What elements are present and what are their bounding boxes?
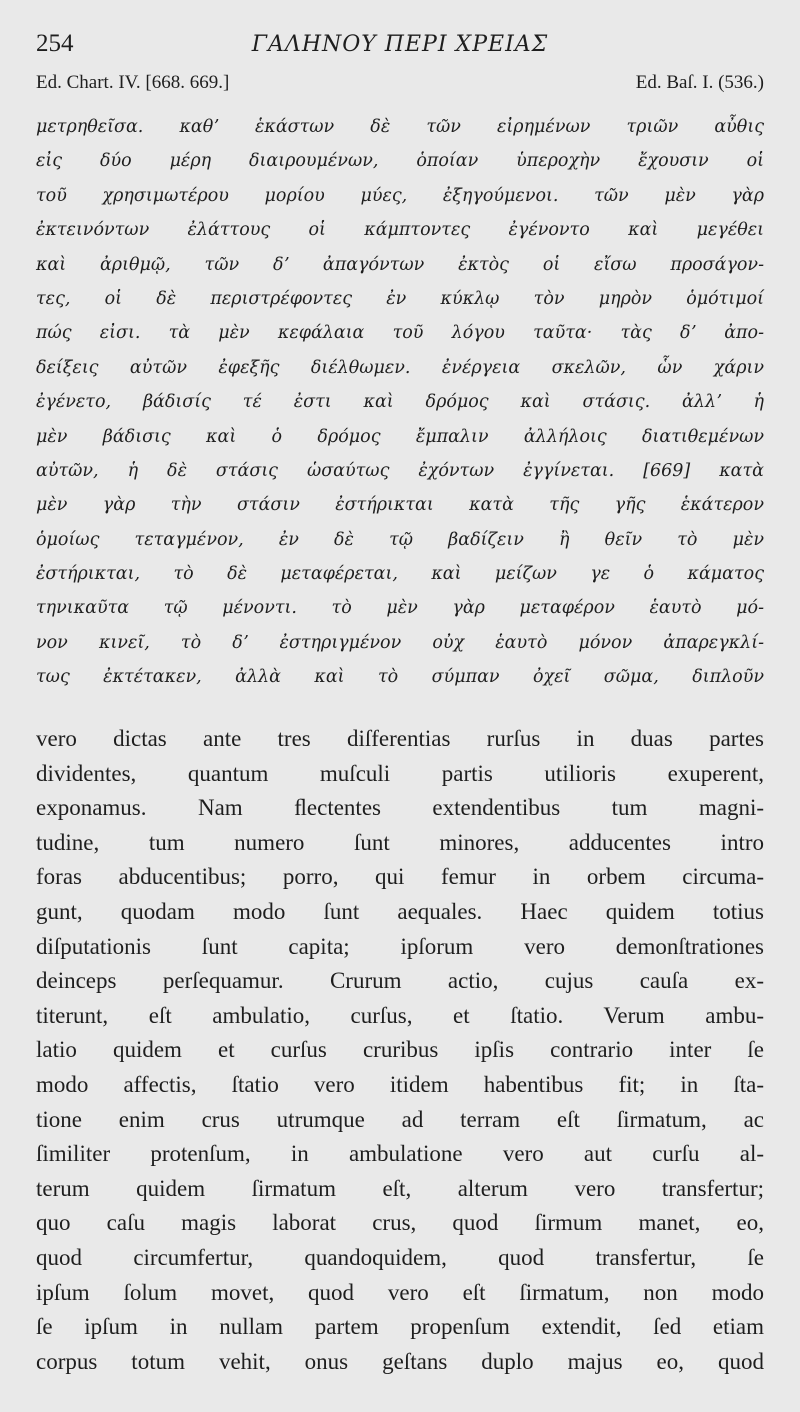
greek-line: ἐκτεινόντων ἐλάττους οἱ κάμπτοντες ἐγένοντο καὶ μεγέθει xyxy=(36,220,764,241)
greek-line: μὲν βάδισις καὶ ὁ δρόμος ἔμπαλιν ἀλλήλοις διατιθεμένων xyxy=(36,426,764,447)
latin-line: modo affectis, ſtatio vero itidem habentibus fit; in ſta- xyxy=(36,1071,764,1097)
latin-line: titerunt, eſt ambulatio, curſus, et ſtatio. Verum ambu- xyxy=(36,1002,764,1028)
latin-line: deinceps perſequamur. Crurum actio, cujus cauſa ex- xyxy=(36,968,764,994)
greek-line: δείξεις αὐτῶν ἐφεξῆς διέλθωμεν. ἐνέργεια σκελῶν, ὧν χάριν xyxy=(36,357,764,378)
latin-line: gunt, quodam modo ſunt aequales. Haec quidem totius xyxy=(36,898,764,924)
latin-line: ipſum ſolum movet, quod vero eſt ſirmatum, non modo xyxy=(36,1279,764,1305)
latin-line: tione enim crus utrumque ad terram eſt ſirmatum, ac xyxy=(36,1106,764,1132)
edition-reference-chartier: Ed. Chart. IV. [668. 669.] xyxy=(36,72,230,93)
edition-reference-basel: Ed. Baſ. I. (536.) xyxy=(635,72,764,93)
page-number: 254 xyxy=(36,30,74,57)
latin-line: tudine, tum numero ſunt minores, adducentes intro xyxy=(36,829,764,855)
greek-text-block xyxy=(36,110,764,695)
latin-line: exponamus. Nam ﬂectentes extendentibus tum magni- xyxy=(36,795,764,821)
running-title: ΓΑΛΗΝΟΥ ΠΕΡΙ ΧΡΕΙΑΣ xyxy=(251,32,549,57)
greek-line: τως ἐκτέτακεν, ἀλλὰ καὶ τὸ σύμπαν ὀχεῖ σῶμα, διπλοῦν xyxy=(36,667,764,688)
latin-line: diſputationis ſunt capita; ipſorum vero demonſtrationes xyxy=(36,933,764,959)
latin-line: quod circumfertur, quandoquidem, quod transfertur, ſe xyxy=(36,1244,764,1270)
latin-line: quo caſu magis laborat crus, quod ſirmum manet, eo, xyxy=(36,1210,764,1236)
latin-line: latio quidem et curſus cruribus ipſis contrario inter ſe xyxy=(36,1037,764,1063)
greek-line: ὁμοίως τεταγμένον, ἐν δὲ τῷ βαδίζειν ἢ θεῖν τὸ μὲν xyxy=(36,529,764,550)
latin-line: corpus totum vehit, onus geſtans duplo majus eo, quod xyxy=(36,1348,764,1374)
latin-line: ſe ipſum in nullam partem propenſum extendit, ſed etiam xyxy=(36,1314,764,1340)
latin-text-block xyxy=(36,722,764,1379)
greek-line: τηνικαῦτα τῷ μένοντι. τὸ μὲν γὰρ μεταφέρον ἑαυτὸ μό- xyxy=(36,598,764,619)
greek-line: τοῦ χρησιμωτέρου μορίου μύες, ἐξηγούμενοι. τῶν μὲν γὰρ xyxy=(36,185,764,206)
greek-line: καὶ ἀριθμῷ, τῶν δʼ ἀπαγόντων ἐκτὸς οἱ εἴσω προσάγον- xyxy=(36,254,764,275)
greek-line: μὲν γὰρ τὴν στάσιν ἐστήρικται κατὰ τῆς γῆς ἑκάτερον xyxy=(36,495,764,516)
greek-line: τες, οἱ δὲ περιστρέφοντες ἐν κύκλῳ τὸν μηρὸν ὁμότιμοί xyxy=(36,288,764,309)
greek-line: πώς εἰσι. τὰ μὲν κεφάλαια τοῦ λόγου ταῦτα· τὰς δʼ ἀπο- xyxy=(36,323,764,344)
latin-line: terum quidem ſirmatum eſt, alterum vero transfertur; xyxy=(36,1175,764,1201)
greek-line: εἰς δύο μέρη διαιρουμένων, ὁποίαν ὑπεροχὴν ἔχουσιν οἱ xyxy=(36,151,764,172)
greek-line: ἐγένετο, βάδισίς τέ ἐστι καὶ δρόμος καὶ στάσις. ἀλλʼ ἡ xyxy=(36,392,764,413)
latin-line: ſimiliter protenſum, in ambulatione vero aut curſu al- xyxy=(36,1141,764,1167)
greek-line: αὐτῶν, ἡ δὲ στάσις ὡσαύτως ἐχόντων ἐγγίνεται. [669] κατὰ xyxy=(36,460,764,481)
latin-line: foras abducentibus; porro, qui femur in orbem circuma- xyxy=(36,864,764,890)
latin-line: dividentes, quantum muſculi partis utilioris exuperent, xyxy=(36,760,764,786)
latin-line: vero dictas ante tres diſferentias rurſus in duas partes xyxy=(36,726,764,751)
greek-line: μετρηθεῖσα. καθʼ ἑκάστων δὲ τῶν εἰρημένων τριῶν αὖθις xyxy=(36,117,764,137)
greek-line: νον κινεῖ, τὸ δʼ ἐστηριγμένον οὐχ ἑαυτὸ μόνον ἀπαρεγκλί- xyxy=(36,632,764,653)
greek-line: ἐστήρικται, τὸ δὲ μεταφέρεται, καὶ μείζων γε ὁ κάματος xyxy=(36,564,764,585)
